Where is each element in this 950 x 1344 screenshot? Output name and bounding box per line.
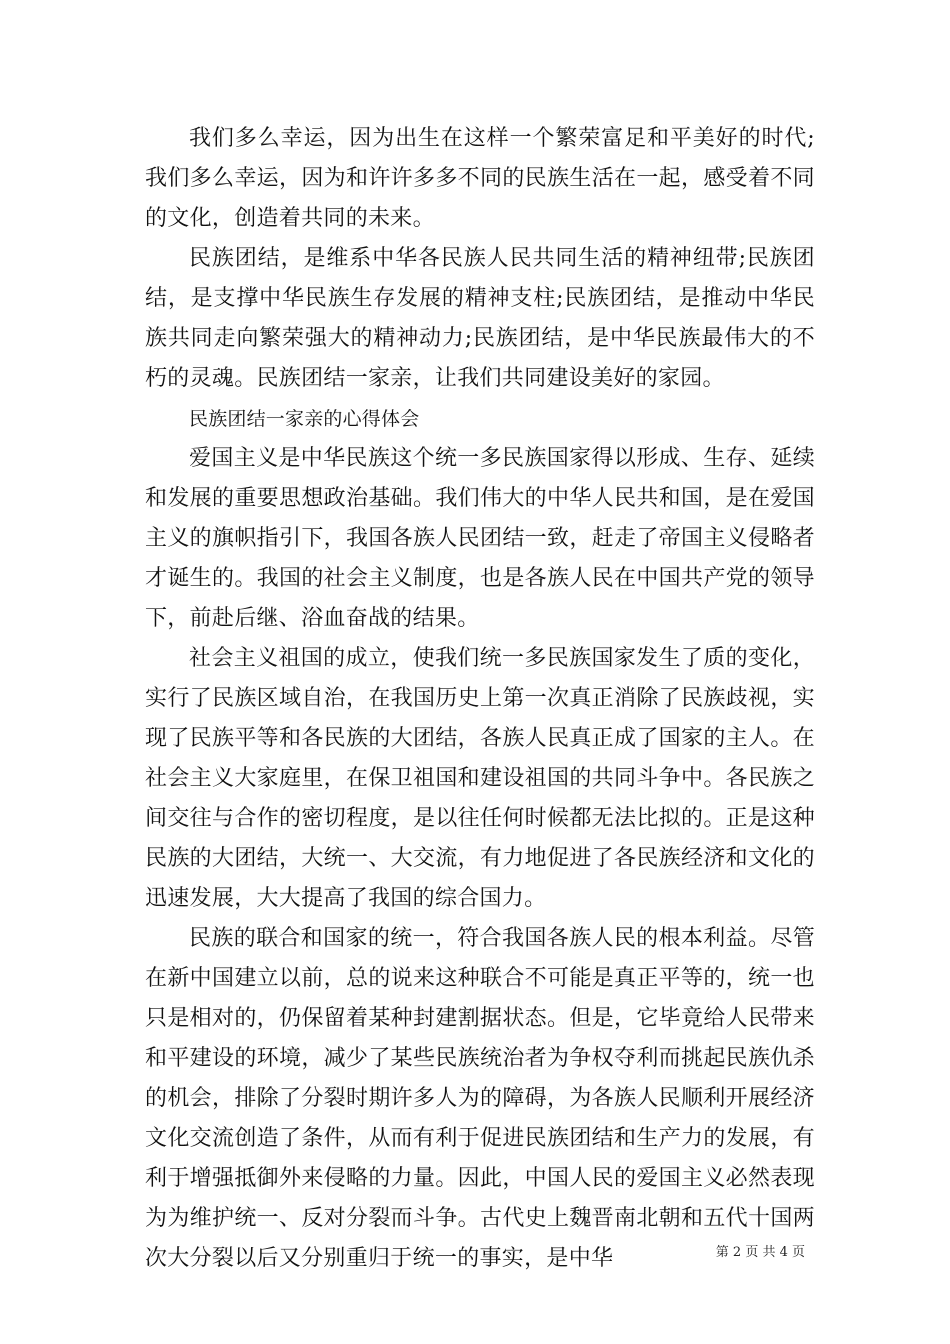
paragraph-4: 社会主义祖国的成立，使我们统一多民族国家发生了质的变化，实行了民族区域自治，在我国历史上第一次真正消除了民族歧视，实现了民族平等和各民族的大团结，各族人民真正成了国家的主人。在社会主义大家庭里，在保卫祖国和建设祖国的共同斗争中。各民族之间交往与合作的密切程度，是以往任何时候都无法比拟的。正是这种民族的大团结，大统一、大交流，有力地促进了各民族经济和文化的迅速发展，大大提高了我国的综合国力。 bbox=[145, 646, 815, 911]
paragraph-3: 爱国主义是中华民族这个统一多民族国家得以形成、生存、延续和发展的重要思想政治基础。我们伟大的中华人民共和国，是在爱国主义的旗帜指引下，我国各族人民团结一致，赶走了帝国主义侵略者才诞生的。我国的社会主义制度，也是各族人民在中国共产党的领导下，前赴后继、浴血奋战的结果。 bbox=[145, 446, 815, 631]
paragraph-1: 我们多么幸运，因为出生在这样一个繁荣富足和平美好的时代;我们多么幸运，因为和许许多多不同的民族生活在一起，感受着不同的文化，创造着共同的未来。 bbox=[145, 126, 815, 231]
page-number: 第 2 页 共 4 页 bbox=[715, 1245, 805, 1260]
document-body bbox=[145, 119, 815, 1279]
paragraph-5: 民族的联合和国家的统一，符合我国各族人民的根本利益。尽管在新中国建立以前，总的说来这种联合不可能是真正平等的，统一也只是相对的，仍保留着某种封建割据状态。但是，它毕竟给人民带来和平建设的环境，减少了某些民族统治者为争权夺利而挑起民族仇杀的机会，排除了分裂时期许多人为的障碍，为各族人民顺利开展经济文化交流创造了条件，从而有利于促进民族团结和生产力的发展，有利于增强抵御外来侵略的力量。因此，中国人民的爱国主义必然表现为为维护统一、反对分裂而斗争。古代史上魏晋南北朝和五代十国两次大分裂以后又分别重归于统一的事实，是中华 bbox=[145, 926, 815, 1271]
paragraph-2: 民族团结，是维系中华各民族人民共同生活的精神纽带;民族团结，是支撑中华民族生存发展的精神支柱;民族团结，是推动中华民族共同走向繁荣强大的精神动力;民族团结，是中华民族最伟大的不朽的灵魂。民族团结一家亲，让我们共同建设美好的家园。 bbox=[145, 246, 815, 391]
section-heading: 民族团结一家亲的心得体会 bbox=[189, 408, 420, 430]
